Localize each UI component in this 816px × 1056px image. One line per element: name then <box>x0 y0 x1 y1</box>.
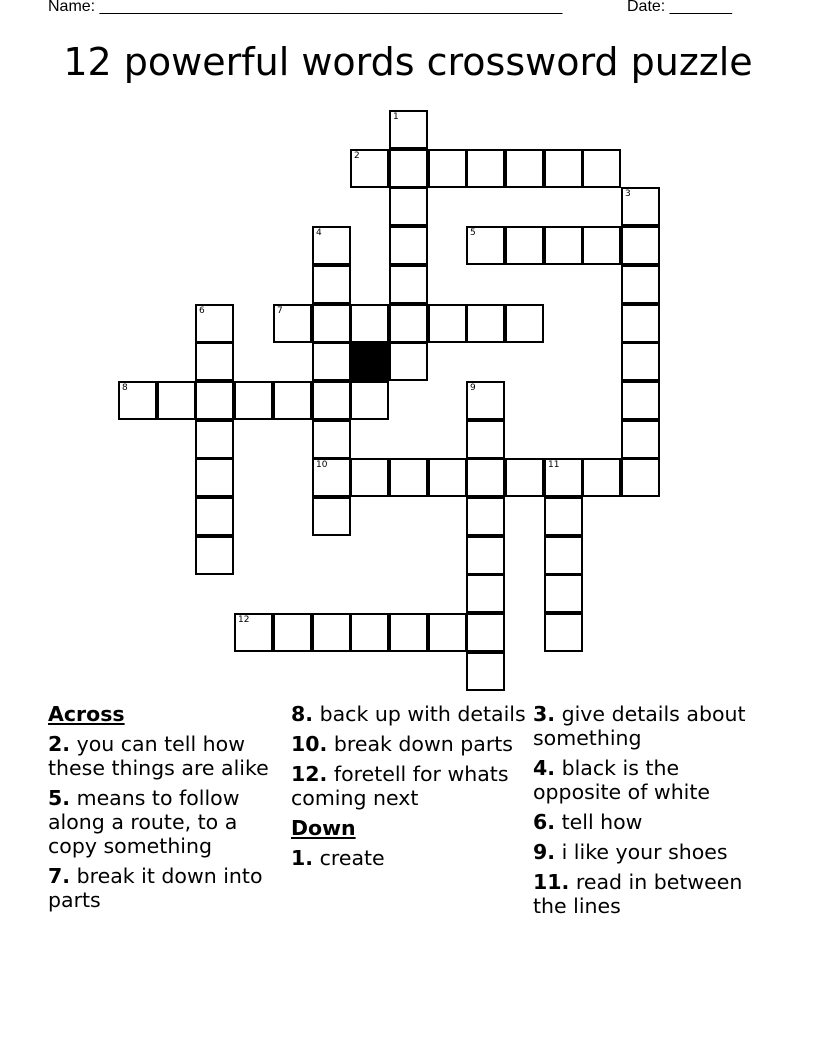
grid-cell[interactable] <box>389 613 428 652</box>
grid-cell[interactable] <box>389 226 428 265</box>
clue-down-1 <box>291 846 526 870</box>
clue-text: back up with details <box>319 702 526 726</box>
clue-down-6 <box>533 810 773 834</box>
clue-across-10 <box>291 732 526 756</box>
grid-cell[interactable] <box>544 149 583 188</box>
down-heading: Down <box>291 816 356 840</box>
grid-cell[interactable] <box>195 420 234 459</box>
clue-text: means to follow along a route, to a copy something <box>48 786 240 858</box>
grid-cell[interactable] <box>389 265 428 304</box>
grid-cell[interactable] <box>466 536 505 575</box>
clue-across-5 <box>48 786 283 858</box>
grid-cell[interactable] <box>428 304 467 343</box>
clue-text: tell how <box>561 810 643 834</box>
grid-cell[interactable] <box>505 149 544 188</box>
grid-cell[interactable] <box>389 149 428 188</box>
grid-cell[interactable] <box>273 613 312 652</box>
clue-number: 9. <box>533 840 556 864</box>
clue-number: 5. <box>48 786 71 810</box>
grid-cell[interactable] <box>466 652 505 691</box>
clue-number: 1. <box>291 846 314 870</box>
clue-across-2 <box>48 732 283 780</box>
grid-cell[interactable] <box>312 458 351 497</box>
across-heading: Across <box>48 702 125 726</box>
cell-number: 10 <box>316 460 328 470</box>
grid-cell[interactable] <box>466 226 505 265</box>
cell-number: 11 <box>548 460 560 470</box>
clue-number: 12. <box>291 762 328 786</box>
clue-text: give details about something <box>533 702 746 750</box>
grid-cell[interactable] <box>582 149 621 188</box>
grid-cell[interactable] <box>195 536 234 575</box>
grid-cell[interactable] <box>621 187 660 226</box>
grid-cell[interactable] <box>350 304 389 343</box>
grid-cell[interactable] <box>312 304 351 343</box>
grid-cell[interactable] <box>312 226 351 265</box>
grid-cell[interactable] <box>505 458 544 497</box>
cell-number: 8 <box>122 383 128 393</box>
clue-number: 7. <box>48 864 71 888</box>
grid-cell[interactable] <box>621 265 660 304</box>
grid-cell[interactable] <box>582 458 621 497</box>
grid-cell[interactable] <box>582 226 621 265</box>
clue-number: 11. <box>533 870 570 894</box>
grid-cell[interactable] <box>544 226 583 265</box>
grid-cell[interactable] <box>389 458 428 497</box>
grid-cell[interactable] <box>234 613 273 652</box>
cell-number: 6 <box>199 306 205 316</box>
clues-column-2 <box>291 702 526 876</box>
grid-cell[interactable] <box>195 304 234 343</box>
grid-cell[interactable] <box>195 381 234 420</box>
grid-cell[interactable] <box>621 226 660 265</box>
grid-cell[interactable] <box>544 458 583 497</box>
clue-text: i like your shoes <box>561 840 728 864</box>
clue-across-8 <box>291 702 526 726</box>
name-field-label: Name: ____________________________________________________ <box>48 0 563 15</box>
grid-cell[interactable] <box>312 265 351 304</box>
cell-number: 7 <box>277 306 283 316</box>
clue-text: read in between the lines <box>533 870 743 918</box>
cell-number: 4 <box>316 228 322 238</box>
clue-number: 8. <box>291 702 314 726</box>
clue-down-9 <box>533 840 773 864</box>
grid-cell[interactable] <box>544 497 583 536</box>
clue-number: 2. <box>48 732 71 756</box>
grid-cell[interactable] <box>350 458 389 497</box>
clue-text: break down parts <box>333 732 513 756</box>
grid-cell[interactable] <box>621 342 660 381</box>
grid-cell[interactable] <box>350 149 389 188</box>
clue-across-7 <box>48 864 283 912</box>
grid-cell[interactable] <box>621 381 660 420</box>
grid-cell[interactable] <box>350 613 389 652</box>
grid-cell[interactable] <box>466 420 505 459</box>
grid-cell[interactable] <box>312 342 351 381</box>
clues-column-3 <box>533 702 773 924</box>
clue-text: you can tell how these things are alike <box>48 732 269 780</box>
grid-cell[interactable] <box>505 226 544 265</box>
cell-number: 2 <box>354 151 360 161</box>
grid-cell[interactable] <box>621 304 660 343</box>
grid-cell[interactable] <box>428 613 467 652</box>
clues-column-1 <box>48 702 283 918</box>
grid-cell[interactable] <box>544 613 583 652</box>
cell-number: 3 <box>625 189 631 199</box>
clue-number: 4. <box>533 756 556 780</box>
grid-cell[interactable] <box>118 381 157 420</box>
grid-cell[interactable] <box>466 381 505 420</box>
grid-cell[interactable] <box>466 613 505 652</box>
clue-text: black is the opposite of white <box>533 756 711 804</box>
grid-cell[interactable] <box>234 381 273 420</box>
grid-cell[interactable] <box>466 497 505 536</box>
grid-cell[interactable] <box>466 149 505 188</box>
grid-cell[interactable] <box>428 149 467 188</box>
clue-text: foretell for whats coming next <box>291 762 509 810</box>
clue-down-11 <box>533 870 773 918</box>
grid-cell[interactable] <box>195 458 234 497</box>
grid-cell[interactable] <box>273 381 312 420</box>
grid-cell[interactable] <box>466 458 505 497</box>
grid-cell[interactable] <box>505 304 544 343</box>
clue-number: 6. <box>533 810 556 834</box>
grid-cell[interactable] <box>389 110 428 149</box>
grid-cell[interactable] <box>157 381 196 420</box>
grid-cell[interactable] <box>621 420 660 459</box>
grid-cell[interactable] <box>389 304 428 343</box>
grid-cell[interactable] <box>312 420 351 459</box>
grid-cell[interactable] <box>621 458 660 497</box>
black-cell <box>350 342 389 381</box>
grid-cell[interactable] <box>389 342 428 381</box>
cell-number: 9 <box>470 383 476 393</box>
clue-across-12 <box>291 762 526 810</box>
grid-cell[interactable] <box>428 458 467 497</box>
clue-number: 3. <box>533 702 556 726</box>
grid-cell[interactable] <box>195 497 234 536</box>
clue-text: break it down into parts <box>48 864 263 912</box>
grid-cell[interactable] <box>389 187 428 226</box>
grid-cell[interactable] <box>312 381 351 420</box>
clue-down-3 <box>533 702 773 750</box>
grid-cell[interactable] <box>312 497 351 536</box>
grid-cell[interactable] <box>312 613 351 652</box>
clue-number: 10. <box>291 732 328 756</box>
cell-number: 12 <box>238 615 250 625</box>
clue-down-4 <box>533 756 773 804</box>
grid-cell[interactable] <box>195 342 234 381</box>
grid-cell[interactable] <box>350 381 389 420</box>
clue-text: create <box>319 846 385 870</box>
page-title: 12 powerful words crossword puzzle <box>63 40 753 84</box>
grid-cell[interactable] <box>466 304 505 343</box>
date-field-label: Date: _______ <box>627 0 732 15</box>
grid-cell[interactable] <box>466 574 505 613</box>
cell-number: 1 <box>393 112 399 122</box>
grid-cell[interactable] <box>273 304 312 343</box>
cell-number: 5 <box>470 228 476 238</box>
grid-cell[interactable] <box>544 574 583 613</box>
grid-cell[interactable] <box>544 536 583 575</box>
